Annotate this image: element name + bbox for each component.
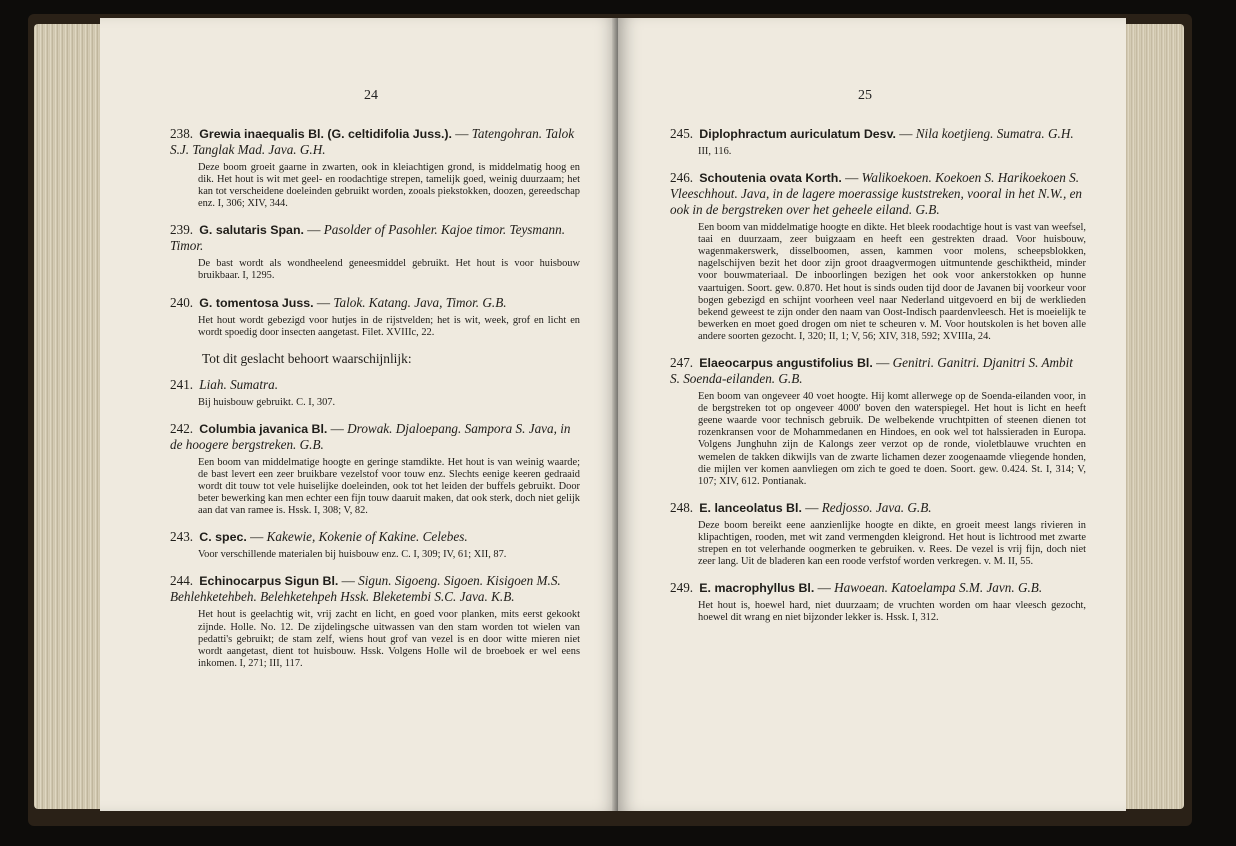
entry-dash: — (341, 573, 355, 589)
entry-dash: — (817, 580, 831, 596)
entry-number: 247. (670, 355, 694, 371)
species-name: G. salutaris Span. (199, 223, 304, 238)
vernacular-names: Genitri. Ganitri. Djanitri S. Ambit S. Soenda-eilanden. G.B. (670, 355, 1073, 387)
species-entry (170, 573, 580, 669)
entry-heading (670, 355, 1086, 387)
entry-dash: — (455, 126, 469, 141)
entry-description: III, 116. (698, 146, 732, 157)
species-entry (170, 377, 580, 409)
entry-description: Een boom van ongeveer 40 voet hoogte. Hij komt allerwege op de Soenda-eilanden voor, in de bergstreken tot op ongeveer 4000' boven den waterspiegel. Het hout is licht en heeft geene waarde voor technisch gebruik. De welbekende vruchtpitten of steenen dienen tot rozenkransen voor de Mohammedanen en Hindoes, en ook wel tot halssieraden in Europa. Volgens Junghuhn zijn de Kalongs zeer verzot op de ronde, violetblauwe vruchten en wemelen de takken dikwijls van de zwarte lichamen dezer zoogenaamde vliegende honden, die mijlen ver komen aanvliegen om zich te goed te doen. Soort. gew. 0.424. St. I, 314; V, 107; XIV, 612. Pontianak. (698, 391, 1086, 487)
page-edges-right (1120, 24, 1184, 809)
genus-note: Tot dit geslacht behoort waarschijnlijk: (202, 350, 412, 366)
entry-dash: — (250, 529, 264, 545)
entry-dash: — (316, 294, 331, 310)
species-entry (170, 295, 580, 339)
left-entries-a (170, 126, 580, 339)
entry-description: Het hout is geelachtig wit, vrij zacht en licht, en goed voor planken, mits eerst gekookt zijnde. Holle. No. 12. De zijdelingsche uitwassen van den stam worden tot wielen van pedatti's gebruikt; de stam zelf, wiens hout grof van vezel is en door witte mieren niet wordt aangetast, dient tot huisbouw. Hssk. Volgens Holle wil de broeboek er wel eens inkomen. I, 271; III, 117. (198, 609, 580, 669)
species-entry (170, 529, 580, 561)
vernacular-names: Tatengohran. Talok S.J. Tanglak Mad. Java. G.H. (170, 126, 575, 157)
entry-dash: — (805, 499, 819, 515)
left-entries-b (170, 377, 580, 670)
species-name: E. lanceolatus Bl. (699, 500, 802, 515)
entry-number: 244. (170, 573, 194, 589)
species-name: G. tomentosa Juss. (199, 295, 314, 310)
entry-dash: — (307, 222, 321, 238)
entry-heading (170, 573, 580, 605)
right-page (618, 18, 1126, 811)
entry-heading (170, 529, 580, 545)
entry-heading (670, 170, 1086, 218)
entry-number: 241. (170, 376, 194, 392)
vernacular-names: Hawoean. Katoelampa S.M. Javn. G.B. (834, 580, 1043, 596)
entry-dash: — (899, 126, 913, 141)
entry-description: Deze boom bereikt eene aanzienlijke hoogte en dikte, en groeit meest langs rivieren in klipachtigen, rooden, met wit zand vermengden kleigrond. Het hout is lichtrood met zwarte strepen en tot velerhande oogmerken te gebruiken. v. Rees. De vezel is vrij fijn, doch niet zeer lang. Uit de bladeren kan een roode verfstof worden verkregen. v. M. II, 55. (698, 519, 1086, 568)
species-entry (670, 170, 1086, 343)
entry-number: 242. (170, 420, 194, 436)
species-entry (170, 421, 580, 517)
species-name: Columbia javanica Bl. (199, 421, 328, 436)
species-name: Elaeocarpus angustifolius Bl. (699, 356, 873, 371)
entry-heading (170, 126, 580, 158)
species-entry (670, 580, 1086, 624)
page-edges-left (34, 24, 104, 809)
species-name: Diplophractum auriculatum Desv. (699, 127, 896, 141)
left-page (100, 18, 618, 811)
entry-heading (170, 377, 580, 393)
vernacular-names: Sigun. Sigoeng. Sigoen. Kisigoen M.S. Behlehketehbeh. Belehketehpeh Hssk. Bleketembi S.C. Java. K.B. (170, 573, 561, 605)
entry-description: Voor verschillende materialen bij huisbouw enz. C. I, 309; IV, 61; XII, 87. (198, 549, 507, 561)
entry-number: 248. (670, 499, 694, 515)
vernacular-names: Redjosso. Java. G.B. (821, 499, 932, 515)
entry-number: 243. (170, 529, 194, 545)
entry-heading (170, 295, 580, 311)
entry-heading (170, 421, 580, 453)
entry-description: Bij huisbouw gebruikt. C. I, 307. (198, 396, 336, 408)
entry-heading (170, 222, 580, 254)
entry-description: Het hout wordt gebezigd voor hutjes in de rijstvelden; het is wit, week, grof en licht en wordt spoedig door insecten aangetast. Filet. XVIIIc, 22. (198, 314, 580, 338)
entry-number: 245. (670, 126, 694, 141)
right-column (670, 126, 1086, 636)
entry-dash: — (330, 420, 344, 436)
species-name: Grewia inaequalis Bl. (G. celtidifolia Juss.). (199, 127, 452, 141)
species-entry (670, 355, 1086, 488)
right-entries (670, 126, 1086, 624)
species-name: Echinocarpus Sigun Bl. (199, 574, 339, 589)
entry-description: Een boom van middelmatige hoogte en geringe stamdikte. Het hout is van weinig waarde; de bast levert een zeer bruikbare vezelstof voor touw enz. Slechts eenige keeren gedraaid wordt dit touw tot vele huiselijke doeleinden, ook tot het leiden der buffels gebruikt. Door beter bewerking kan men echter een fijn touw daaruit maken, dat ook sterk, doch niet gelijk aan dat van ramee is. Hssk. I, 308; V, 82. (198, 456, 580, 517)
page-number: 25 (858, 88, 872, 103)
entry-number: 238. (170, 126, 194, 141)
left-column (170, 126, 580, 682)
vernacular-names: Liah. Sumatra. (199, 376, 279, 392)
species-name: E. macrophyllus Bl. (699, 581, 815, 596)
entry-heading (670, 500, 1086, 516)
vernacular-names: Nila koetjieng. Sumatra. G.H. (915, 126, 1074, 141)
entry-number: 240. (170, 294, 194, 310)
entry-description: Deze boom groeit gaarne in zwarten, ook in kleiachtigen grond, is middelmatig hoog en dik. Het hout is wit met geel- en roodachtige strepen, tamelijk goed, weinig duurzaam; het kan tot verscheidene doeleinden gebruikt worden, zooals piekstokken, doozen, gereedschap enz. I, 306; XIV, 344. (198, 162, 580, 210)
species-entry (170, 126, 580, 210)
species-entry (670, 500, 1086, 568)
vernacular-names: Walikoekoen. Koekoen S. Harikoekoen S. Vleeschhout. Java, in de lagere moerassige kuststreken, vooral in het N.W., en ook in de bergstreken over het geheele eiland. G.B. (670, 170, 1083, 218)
entry-heading (670, 126, 1086, 142)
entry-description: Het hout is, hoewel hard, niet duurzaam; de vruchten worden om haar vleesch gezocht, hoewel dit wrang en niet bijzonder lekker is. Hssk. I, 312. (698, 600, 1086, 624)
entry-description: De bast wordt als wondheelend geneesmiddel gebruikt. Het hout is voor huisbouw bruikbaar. I, 1295. (198, 258, 580, 282)
species-name: Schoutenia ovata Korth. (699, 171, 842, 186)
page-number: 24 (364, 88, 378, 103)
entry-dash: — (876, 355, 890, 371)
species-name: C. spec. (199, 530, 247, 545)
entry-dash: — (845, 170, 859, 186)
entry-number: 249. (670, 580, 694, 596)
entry-description: Een boom van middelmatige hoogte en dikte. Het bleek roodachtige hout is vast van weefsel, taai en duurzaam, zeer buigzaam en heeft een gestrekten draad. Voor huisbouw, wagenmakerswerk, disselboomen, assen, kammen voor molens, scheepsblokken, nagelschijven bezit het door zijn groot draagvermogen uitmuntende geschiktheid, minder voor bouwmateriaal. De inboorlingen bezigen het ook voor ankerstokken op hunne vaartuigen. Soort. gew. 0.870. Het hout is sinds ouden tijd door de Javanen bij voorkeur voor bogen gebezigd en schijnt voorheen veel naar Nederland uitgevoerd en bij de werklieden bekend geweest te zijn onder den naam van Oost-Indisch paardenvleesch. Het is moeielijk te bewerken en moet goed drogen om niet te scheuren v. M. Voor houtskolen is het boven alle andere soorten gezocht. I, 320; II, 1; V, 56; XIV, 318, 592; XVIIIa, 24. (698, 222, 1086, 342)
vernacular-names: Talok. Katang. Java, Timor. G.B. (333, 294, 507, 310)
vernacular-names: Drowak. Djaloepang. Sampora S. Java, in de hoogere bergstreken. G.B. (170, 420, 571, 452)
species-entry (670, 126, 1086, 158)
entry-number: 246. (670, 170, 694, 186)
vernacular-names: Pasolder of Pasohler. Kajoe timor. Teysmann. Timor. (170, 222, 566, 254)
entry-number: 239. (170, 222, 194, 238)
entry-heading (670, 580, 1086, 596)
vernacular-names: Kakewie, Kokenie of Kakine. Celebes. (266, 529, 468, 545)
species-entry (170, 222, 580, 282)
